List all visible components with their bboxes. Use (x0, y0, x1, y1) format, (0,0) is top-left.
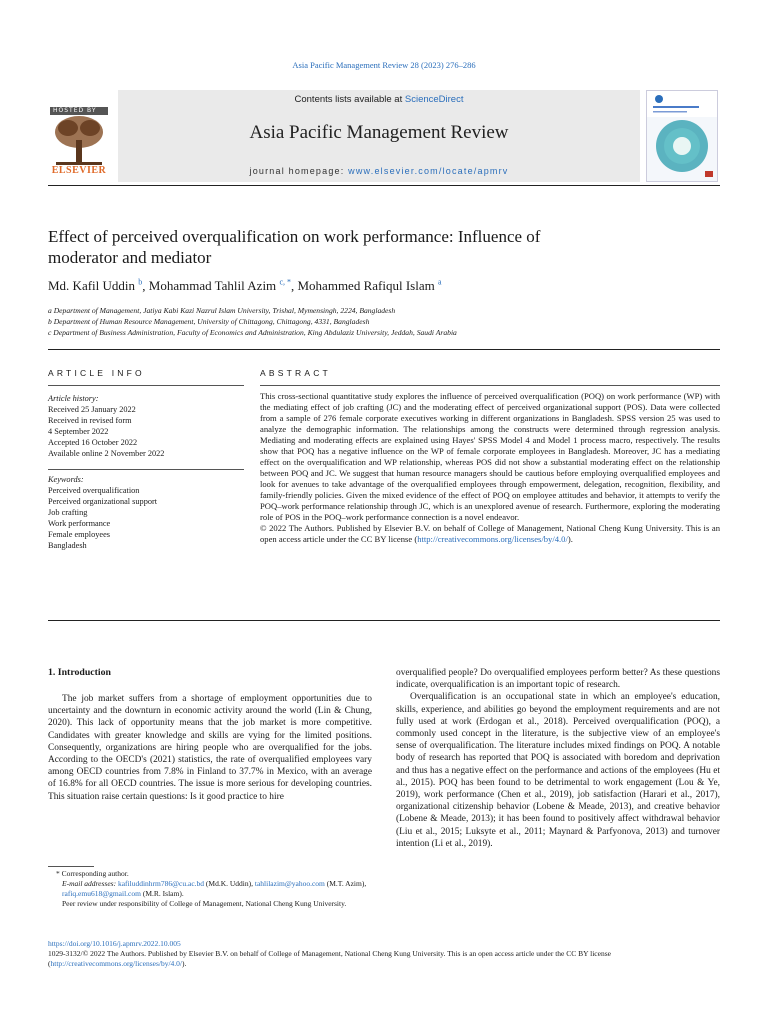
history-item: 4 September 2022 (48, 427, 109, 436)
footnote-rule (48, 866, 94, 867)
keyword-item: Job crafting (48, 508, 88, 517)
section-heading-introduction: 1. Introduction (48, 667, 111, 678)
abstract-body (260, 391, 720, 545)
email-link[interactable]: rafiq.emu618@gmail.com (62, 889, 141, 898)
author-3[interactable]: Mohammed Rafiqul Islam $^a$ (297, 278, 442, 294)
title-line-2: moderator and mediator (48, 248, 212, 267)
keywords (48, 474, 244, 551)
keyword-item: Work performance (48, 519, 111, 528)
publisher-name: ELSEVIER (51, 165, 107, 176)
journal-title: Asia Pacific Management Review (249, 122, 509, 143)
tree-icon (48, 110, 110, 172)
journal-cover-icon (647, 91, 717, 181)
history-label: Article history: (48, 394, 99, 403)
history-item: Available online 2 November 2022 (48, 449, 165, 458)
article-info-heading: ARTICLE INFO (48, 368, 145, 378)
info-rule (48, 385, 244, 386)
intro-left-column (48, 693, 372, 803)
abstract-end-rule (48, 620, 720, 621)
affiliation-rule (48, 349, 720, 350)
elsevier-logo[interactable] (48, 98, 110, 178)
intro-paragraph: overqualified people? Do overqualified employees perform better? As these questions indicate, overqualification is an important topic of research. (396, 668, 720, 691)
license-link[interactable]: http://creativecommons.org/licenses/by/4.0/ (50, 959, 183, 968)
affiliation-b: b Department of Human Resource Management, University of Chittagong, Chittagong, 4331, Bangladesh (48, 317, 370, 326)
keywords-rule (48, 469, 244, 470)
homepage-prefix: journal homepage: (249, 166, 349, 176)
intro-right-column (396, 667, 720, 850)
contents-prefix: Contents lists available at (294, 94, 405, 105)
abstract-rule (260, 385, 720, 386)
footnotes (48, 869, 372, 909)
homepage-link[interactable]: www.elsevier.com/locate/apmrv (348, 166, 509, 176)
keyword-item: Perceived overqualification (48, 486, 140, 495)
issn-line: 1029-3132/© 2022 The Authors. Published by Elsevier B.V. on behalf of College of Management, National Cheng Kung University. This is an open access article under the CC BY license (http://creativecommons.org/licenses/by/4.0/). (48, 949, 611, 968)
keyword-item: Bangladesh (48, 541, 87, 550)
keywords-label: Keywords: (48, 475, 84, 484)
history-item: Received in revised form (48, 416, 132, 425)
doi-link[interactable]: https://doi.org/10.1016/j.apmrv.2022.10.005 (48, 939, 181, 948)
article-history (48, 393, 244, 459)
history-item: Accepted 16 October 2022 (48, 438, 138, 447)
intro-paragraph: Overqualification is an occupational state in which an employee's education, skills, experience, and abilities go beyond the employment requirements and are not fully used at work (Erdogan et al., 2018). Perceived overqualification (POQ), a commonly used concept in the literature, is the subjective view of an employee's sense of overqualification. The literature includes mixed findings on POQ. A notable body of research has reported that POQ is associated with boredom and deprivation and thus has a negative effect on the performance and actions of the employees (Hu et al., 2015). POQ has been found to be detrimental to work engagement (Lou & Ye, 2019), work performance (Chen et al., 2019), job satisfaction (Harari et al., 2017), organizational citizenship behavior (Lobene & Meade, 2013), and creative behavior (Lobene & Meade, 2013); it has been found to positively affect withdrawal behavior (Liu et al., 2015; Luksyte et al., 2011; Maynard & Parfyonova, 2013) and turnover intention (Li et al., 2019). (396, 692, 720, 849)
title-line-1: Effect of perceived overqualification on work performance: Influence of (48, 227, 541, 246)
journal-cover-image[interactable] (646, 90, 718, 182)
hosted-by-label: HOSTED BY (50, 107, 108, 115)
masthead (48, 90, 720, 182)
masthead-box (118, 90, 640, 182)
email-link[interactable]: kafiluddinhrm786@cu.ac.bd (117, 879, 205, 888)
abstract-copyright: © 2022 The Authors. Published by Elsevier B.V. on behalf of College of Management, National Cheng Kung University. This is an open access article under the CC BY license (http://creativecommons.org/licenses/by/4.0/). (260, 523, 720, 544)
author-2[interactable]: Mohammad Tahlil Azim $^{c, *}$ (148, 278, 291, 294)
history-item: Received 25 January 2022 (48, 405, 136, 414)
peer-review-note: Peer review under responsibility of College of Management, National Cheng Kung University. (62, 899, 347, 908)
affiliation-a: a Department of Management, Jatiya Kabi Kazi Nazrul Islam University, Trishal, Mymensingh, 2224, Bangladesh (48, 306, 396, 315)
license-link[interactable]: http://creativecommons.org/licenses/by/4.0/ (417, 534, 568, 544)
corresponding-author-note: * Corresponding author. (56, 869, 129, 878)
affiliation-c: c Department of Business Administration, Faculty of Economics and Administration, King Abdulaziz University, Jeddah, Saudi Arabia (48, 328, 457, 337)
keyword-item: Female employees (48, 530, 110, 539)
contents-line (118, 94, 640, 105)
journal-reference[interactable]: Asia Pacific Management Review 28 (2023) 276–286 (292, 60, 476, 70)
bottom-info (48, 939, 720, 969)
homepage-line (118, 166, 640, 176)
abstract-heading: ABSTRACT (260, 368, 331, 378)
sciencedirect-link[interactable]: ScienceDirect (404, 94, 464, 105)
header-rule (48, 185, 720, 186)
email-addresses: E-mail addresses: kafiluddinhrm786@cu.ac.bd (Md.K. Uddin), tahlilazim@yahoo.com (M.T. Azim), rafiq.emu618@gmail.com (M.R. Islam). (62, 879, 367, 898)
author-1[interactable]: Md. Kafil Uddin $^b$ (48, 278, 143, 294)
intro-paragraph: The job market suffers from a shortage of employment opportunities due to uncertainty and the downturn in economic activity around the world (Lin & Chung, 2020). This lack of opportunity means that the job market is more competitive. Candidates with greater knowledge and skills are vying for the limited positions. Consequently, organizations are hiring people who are overqualified for the jobs. According to the OECD's (2021) statistics, the rate of overqualified employees vary among OECD countries from 7.8% in Finland to 37.7% in Mexico, with an average of 16.8% for all OECD countries. The issue is more serious for developing countries. This situation raise certain questions: Is it good practice to hire (48, 694, 372, 802)
author-list: Md. Kafil Uddin $^b$, Mohammad Tahlil Azim $^{c, *}$, Mohammed Rafiqul Islam $^a$ (48, 278, 442, 294)
keyword-item: Perceived organizational support (48, 497, 158, 506)
email-link[interactable]: tahlilazim@yahoo.com (254, 879, 325, 888)
article-title (48, 226, 688, 268)
abstract-text: This cross-sectional quantitative study explores the influence of perceived overqualification (POQ) on work performance (WP) with the mediating effect of job crafting (JC) and the moderating effect of perceived organizational support (POS). Data were collected from a sample of 276 female corporate executives working in different organizations in Bangladesh. SPSS version 25 was used to analyze the demographic information. The relationships among the constructs were determined through regression analysis. Mediating and moderating effects are explained using Hayes' SPSS Model 4 and Model 1 process macro, respectively. The results show that POQ has a negative influence on the WP of female corporate employees in Bangladesh. Moreover, JC has a mediating effect on the overqualification and WP relationship, whereas POS did not show a substantial moderating effect on the relationship between POQ and JC. We suggest that human resource managers should be cautious before employing overqualified employees and look for avenues to take advantage of the overqualified employees through empowerment, delegation, recognition, flexibility, and family-friendly policies. Given the mixed evidence of the effect of POQ on employee attitudes and behavior, it attempts to verify the POQ–work performance relationship through JC, which is an unexplored avenue of research. Furthermore, exploring the moderating role of POS in the POQ–work performance connection is a novel endeavor. (260, 391, 720, 522)
